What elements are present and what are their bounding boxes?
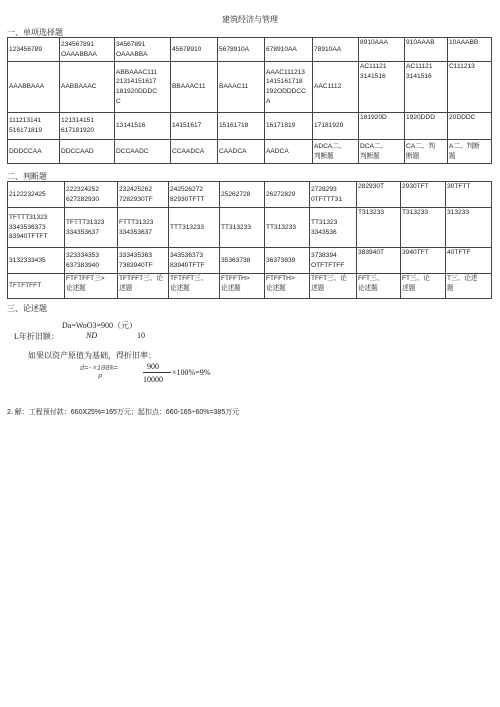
table-cell: 78910AA <box>313 38 359 62</box>
table-cell: 234567891 OAAABBAA <box>60 38 115 62</box>
table-cell: AC11121 3141516 <box>359 62 405 113</box>
table-cell: 123456789 <box>8 38 60 62</box>
table-cell: AAC1112 <box>313 62 359 113</box>
table-cell: 2728293 0TFTTT31 <box>310 182 357 208</box>
table-cell: 8910AAA <box>359 38 405 62</box>
document-title: 建筑经济与管理 <box>222 15 278 24</box>
table-cell: 323334353 637383940 <box>65 248 118 274</box>
section-single-choice-heading: 一、单项选择题 <box>7 28 63 37</box>
table-cell: 910AAAB <box>405 38 448 62</box>
table-cell: AABBAAAC <box>60 62 115 113</box>
table-cell: DDDCCAA <box>8 140 60 164</box>
table-cell: DDCCAAD <box>60 140 115 164</box>
table-cell: 45678910 <box>171 38 218 62</box>
table-cell: 343536373 83940TFTF <box>169 248 220 274</box>
table-cell: TFTFFT三、 论述题 <box>169 274 220 299</box>
table-cell: 25262728 <box>220 182 265 208</box>
table-cell: BAAAC11 <box>218 62 265 113</box>
table-cell: T313233 <box>401 208 446 248</box>
table-cell: TFTFTFFT <box>8 274 65 299</box>
table-cell: 333435363 7383940TF <box>118 248 169 274</box>
nd-symbol: ND <box>86 331 98 340</box>
table-cell: 5678910A <box>218 38 265 62</box>
table-cell: T313233 <box>357 208 401 248</box>
table-cell: 181920D <box>359 113 405 140</box>
years-value: 10 <box>137 331 145 340</box>
table-cell: AAABBAAA <box>8 62 60 113</box>
table-cell: 121314151 617181920 <box>60 113 115 140</box>
table-cell: TT313233 <box>220 208 265 248</box>
table-cell: 678910AA <box>265 38 313 62</box>
table-cell: CCAADCA <box>171 140 218 164</box>
table-cell: DCA二、 判断题 <box>359 140 405 164</box>
table-cell: FT三、论 述题 <box>401 274 446 299</box>
table-cell: 40TFTF <box>446 248 492 274</box>
rate-formula-prefix: d=-×100%= <box>80 365 118 373</box>
question-2-solution: 2. 解：工程预付款：660X25%=165万元；起扣点：660-165÷60%=385万元 <box>7 409 240 416</box>
table-cell: AADCA <box>265 140 313 164</box>
table-cell: 3738394 OTFTFTFF <box>310 248 357 274</box>
table-cell: FTTT31323 334353637 <box>118 208 169 248</box>
rate-result: ×100%=9% <box>172 368 211 377</box>
fraction-denominator: 10000 <box>143 375 163 384</box>
table-cell: 15161718 <box>218 113 265 140</box>
table-cell: AAAC111213 1415161718 192ODDDCC A <box>265 62 313 113</box>
table-cell: FTFTFFT三> 论述题 <box>65 274 118 299</box>
p-symbol: P <box>98 374 103 382</box>
single-choice-answer-table <box>7 37 492 164</box>
depreciation-formula: Da=WoO3=900（元） <box>62 321 138 330</box>
table-cell: 10AAABB <box>448 38 492 62</box>
table-cell: TFTFFT三、论 述题 <box>118 274 169 299</box>
table-cell: 26272829 <box>265 182 310 208</box>
table-cell: 3132333435 <box>8 248 65 274</box>
table-cell: 36373839 <box>265 248 310 274</box>
table-cell: BBAAAC11 <box>171 62 218 113</box>
table-cell: 30TFTT <box>446 182 492 208</box>
table-cell: 282930T <box>357 182 401 208</box>
table-cell: 383940T <box>357 248 401 274</box>
table-cell: DCCAADC <box>115 140 171 164</box>
true-false-answer-table <box>7 181 492 299</box>
annual-depreciation-label: L年折旧额： <box>14 332 59 341</box>
rate-explanation: 如果以资产原值为基础，得折旧率： <box>28 351 156 360</box>
table-cell: 2122232425 <box>8 182 65 208</box>
table-cell: FTFFTH> 论述题 <box>265 274 310 299</box>
table-cell: AC11121 3141516 <box>405 62 448 113</box>
table-cell: TFFT三、论 述题 <box>310 274 357 299</box>
table-cell: C111213 <box>448 62 492 113</box>
table-cell: 16171819 <box>265 113 313 140</box>
table-cell: FTFFTH> 论述题 <box>220 274 265 299</box>
table-cell: FFT三、 论述题 <box>357 274 401 299</box>
table-cell: TTT313233 <box>169 208 220 248</box>
table-cell: ABBAAAC111 21314151617 181920DDDC C <box>115 62 171 113</box>
table-cell: TT313233 <box>265 208 310 248</box>
table-cell: TFTTT31323 3343536373 83940TFTFT <box>8 208 65 248</box>
table-cell: T三、论述 题 <box>446 274 492 299</box>
table-cell: 35363738 <box>220 248 265 274</box>
table-cell: 222324252 627282930 <box>65 182 118 208</box>
table-cell: A二、判断 题 <box>448 140 492 164</box>
table-cell: TT31323 3343536 <box>310 208 357 248</box>
table-cell: 111213141 516171819 <box>8 113 60 140</box>
table-cell: 34567891 OAAABBA <box>115 38 171 62</box>
table-cell: TFTTT31323 334353637 <box>65 208 118 248</box>
table-cell: CAADCA <box>218 140 265 164</box>
table-cell: ADCA二、 判断题 <box>313 140 359 164</box>
section-essay-heading: 三、论述题 <box>7 304 47 313</box>
table-cell: 3940TFT <box>401 248 446 274</box>
table-cell: 17181920 <box>313 113 359 140</box>
table-cell: 14151617 <box>171 113 218 140</box>
table-cell: 2930TFT <box>401 182 446 208</box>
table-cell: 232425262 7282930TF <box>118 182 169 208</box>
table-cell: CA二、判 断题 <box>405 140 448 164</box>
table-cell: 20DDDC <box>448 113 492 140</box>
table-cell: 313233 <box>446 208 492 248</box>
table-cell: 13141516 <box>115 113 171 140</box>
fraction-bar <box>143 372 171 373</box>
fraction-numerator: 900 <box>147 362 159 371</box>
table-cell: 1920DDD <box>405 113 448 140</box>
table-cell: 242526272 82930TFTT <box>169 182 220 208</box>
section-true-false-heading: 二、判断题 <box>7 172 47 181</box>
